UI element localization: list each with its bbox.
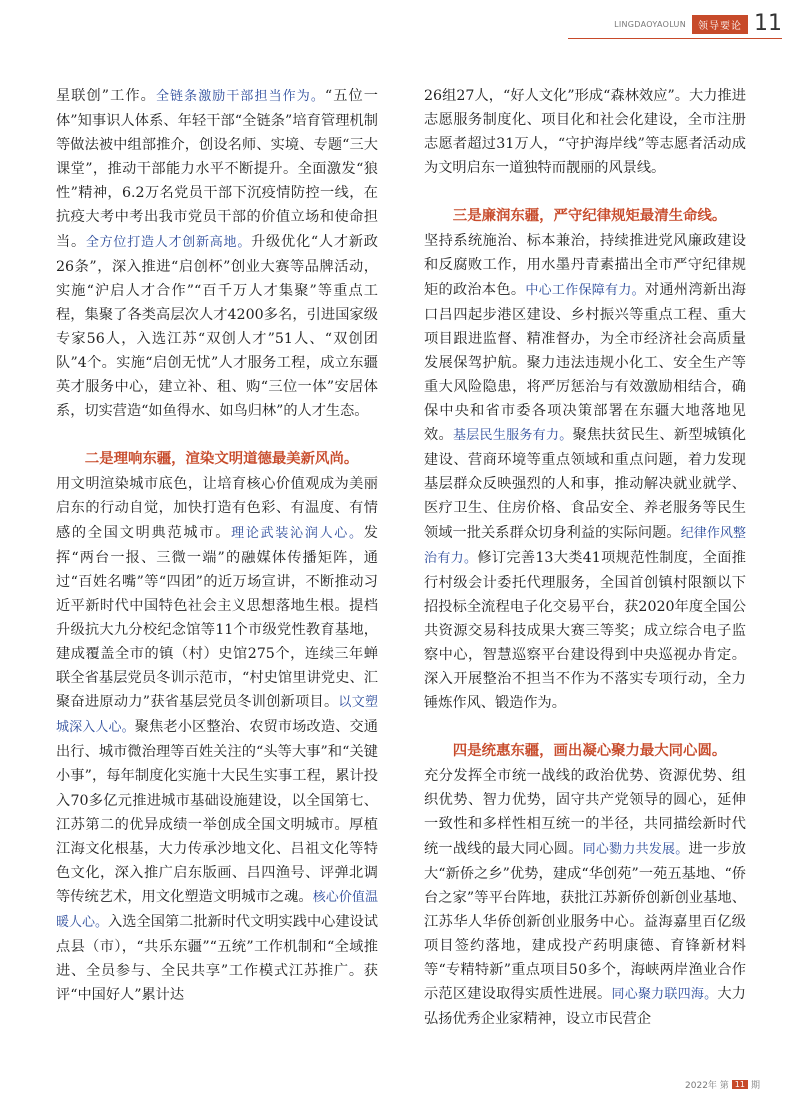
page-header — [614, 10, 782, 38]
highlight-phrase: 以文塑城深入人心。 — [56, 695, 378, 736]
paragraph: 26组27人，“好人文化”形成“森林效应”。大力推进志愿服务制度化、项目化和社会化建设，全市注册志愿者超过31万人，“守护海岸线”等志愿者活动成为文明启东一道独特而靓丽的风景线。 — [424, 88, 746, 177]
section-heading-3: 三是廉润东疆，严守纪律规矩最清生命线。 — [452, 208, 727, 225]
paragraph: 充分发挥全市统一战线的政治优势、资源优势、组织优势、智力优势，固守共产党领导的圆心，延伸一致性和多样性相互统一的半径，共同描绘新时代统一战线的最大同心圆。同心勠力共发展。进一步放大“新侨之乡”优势，建成“华创苑”一苑五基地、“侨台之家”等平台阵地，获批江苏新侨创新创业基地、江苏华人华侨创新创业服务中心。益海嘉里百亿级项目签约落地，建成投产药明康德、育锋新材料等“专精特新”重点项目50多个，海峡两岸渔业合作示范区建设取得实质性进展。同心聚力联四海。大力弘扬优秀企业家精神，设立市民营企 — [424, 768, 746, 1028]
section-title-en: LINGDAOYAOLUN — [614, 19, 686, 29]
highlight-phrase: 纪律作风整治有力。 — [424, 525, 746, 566]
footer-issue-number: 11 — [732, 1080, 748, 1089]
page-number: 11 — [754, 11, 782, 36]
right-column — [424, 84, 746, 1031]
section-heading-4: 四是统惠东疆，画出凝心聚力最大同心圆。 — [452, 743, 727, 760]
highlight-phrase: 基层民生服务有力。 — [452, 428, 573, 444]
highlight-phrase: 同心聚力联四海。 — [611, 987, 718, 1003]
highlight-phrase: 中心工作保障有力。 — [525, 282, 645, 298]
highlight-phrase: 全链条激励干部担当作为。 — [155, 89, 325, 104]
paragraph: 用文明渲染城市底色，让培育核心价值观成为美丽启东的行动自觉，加快打造有色彩、有温度、有情感的全国文明典范城市。理论武装沁润人心。发挥“两台一报、三微一端”的融媒体传播矩阵，通过“百姓名嘴”等“四团”的近万场宣讲，不断推动习近平新时代中国特色社会主义思想落地生根。提档升级抗大九分校纪念馆等11个市级党性教育基地，建成覆盖全市的镇（村）史馆275个，连续三年蝉联全省基层党员冬训示范市，“村史馆里讲党史、汇聚奋进原动力”获省基层党员冬训创新项目。以文塑城深入人心。聚焦老小区整治、农贸市场改造、交通出行、城市微治理等百姓关注的“头等大事”和“关键小事”，每年制度化实施十大民生实事工程，累计投入70多亿元推进城市基础设施建设，以全国第七、江苏第二的优异成绩一举创成全国文明城市。厚植江海文化根基，大力传承沙地文化、吕祖文化等特色文化，深入推广启东版画、吕四渔号、评弹北调等传统艺术，用文化塑造文明城市之魂。核心价值温暖人心。入选全国第二批新时代文明实践中心建设试点县（市），“共乐东疆”“五统”工作机制和“全域推进、全员参与、全民共享”工作模式江苏推广。获评“中国好人”累计达 — [56, 476, 378, 1004]
page-footer — [685, 1078, 760, 1091]
left-column — [56, 84, 378, 1007]
footer-period: 期 — [750, 1081, 760, 1091]
highlight-phrase: 理论武装沁润人心。 — [231, 525, 364, 541]
highlight-phrase: 核心价值温暖人心。 — [56, 889, 378, 930]
paragraph: 星联创”工作。全链条激励干部担当作为。“五位一体”知事识人体系、年轻干部“全链条”培育管理机制等做法被中组部推介，创设名师、实境、专题“三大课堂”，推动干部能力水平不断提升。全面激发“狼性”精神，6.2万名党员干部下沉疫情防控一线，在抗疫大考中考出我市党员干部的价值立场和使命担当。全方位打造人才创新高地。升级优化“人才新政26条”，深入推进“启创杯”创业大赛等品牌活动，实施“沪启人才合作”“百千万人才集聚”等重点工程，集聚了各类高层次人才4200多名，引进国家级专家56人，入选江苏“双创人才”51人、“双创团队”4个。实施“启创无忧”人才服务工程，成立东疆英才服务中心，建立补、租、购“三位一体”安居体系，切实营造“如鱼得水、如鸟归林”的人才生态。 — [56, 88, 378, 420]
section-heading-2: 二是理响东疆，渲染文明道德最美新风尚。 — [84, 451, 359, 468]
highlight-phrase: 同心勠力共发展。 — [582, 841, 689, 857]
section-title-badge: 领导要论 — [692, 15, 748, 34]
footer-year: 2022年 第 — [685, 1081, 729, 1091]
highlight-phrase: 全方位打造人才创新高地。 — [85, 234, 252, 250]
paragraph: 坚持系统施治、标本兼治，持续推进党风廉政建设和反腐败工作，用水墨丹青素描出全市严守纪律规矩的政治本色。中心工作保障有力。对通州湾新出海口吕四起步港区建设、乡村振兴等重点工程、重大项目跟进监督、精准督办，为全市经济社会高质量发展保驾护航。聚力违法违规小化工、安全生产等重大风险隐患，将严厉惩治与有效激励相结合，确保中央和省市委各项决策部署在东疆大地落地见效。基层民生服务有力。聚焦扶贫民生、新型城镇化建设、营商环境等重点领域和重点问题，着力发现基层群众反映强烈的人和事，推动解决就业就学、医疗卫生、住房价格、食品安全、养老服务等民生领域一批关系群众切身利益的实际问题。纪律作风整治有力。修订完善13大类41项规范性制度，全面推行村级会计委托代理服务，全国首创镇村限额以下招投标全流程电子化交易平台，获2020年度全国公共资源交易科技成果大赛三等奖；成立综合电子监察中心，智慧巡察平台建设得到中央巡视办肯定。深入开展整治不担当不作为不落实专项行动，全力锤炼作风、锻造作为。 — [424, 233, 746, 712]
header-rule — [568, 38, 782, 39]
